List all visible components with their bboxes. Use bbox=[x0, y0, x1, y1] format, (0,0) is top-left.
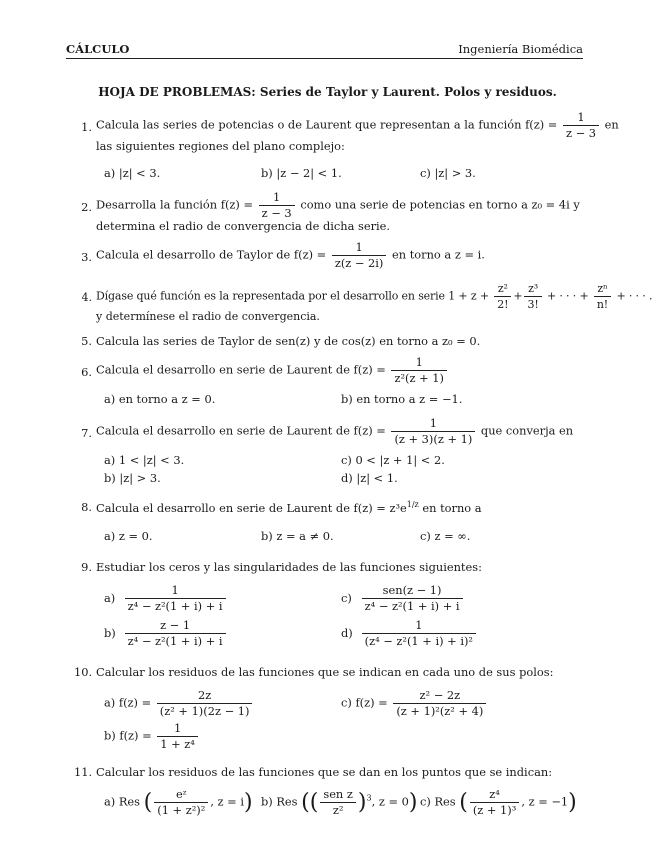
course-title: CÁLCULO bbox=[66, 42, 130, 56]
denominator: z − 3 bbox=[259, 205, 295, 221]
numerator: z² − 2z bbox=[419, 688, 461, 702]
problem-statement bbox=[96, 500, 583, 515]
problem-number: 2. bbox=[81, 200, 92, 214]
problem-number: 5. bbox=[81, 334, 92, 348]
option-label: a) bbox=[104, 590, 116, 605]
option-a bbox=[104, 688, 254, 719]
left-paren: ( bbox=[301, 790, 310, 815]
sheet-title: HOJA DE PROBLEMAS: Series de Taylor y Laurent. Polos y residuos. bbox=[98, 85, 557, 99]
statement-text: Dígase qué función es la representada por el desarrollo en serie 1 + z + bbox=[96, 289, 489, 303]
problem-statement bbox=[96, 416, 583, 447]
residue-point: , z = i bbox=[210, 794, 244, 809]
problem-statement bbox=[96, 110, 619, 141]
statement-line2: determina el radio de convergencia de dicha serie. bbox=[96, 219, 391, 233]
problem-number: 1. bbox=[81, 120, 92, 134]
problem-2 bbox=[74, 190, 583, 234]
numerator: z − 1 bbox=[160, 618, 191, 632]
fraction bbox=[332, 240, 387, 271]
fraction bbox=[470, 787, 520, 818]
left-paren: ( bbox=[143, 790, 153, 815]
numerator: sen z bbox=[323, 787, 353, 801]
numerator: sen(z − 1) bbox=[382, 583, 442, 597]
statement-tail: como una serie de potencias en torno a z₀ = 4i y bbox=[300, 197, 580, 212]
problem-8 bbox=[74, 500, 583, 520]
fraction bbox=[594, 281, 611, 312]
statement-text: Desarrolla la función f(z) = bbox=[96, 197, 254, 212]
numerator: 1 bbox=[173, 721, 182, 735]
right-paren: ) bbox=[243, 790, 253, 815]
option-b: b) |z − 2| < 1. bbox=[261, 166, 342, 180]
option-label: a) f(z) = bbox=[104, 695, 152, 710]
option-c bbox=[420, 787, 577, 818]
inner-left-paren: ( bbox=[309, 790, 319, 815]
statement-text: Calcula el desarrollo en serie de Laurent de f(z) = z³e bbox=[96, 500, 407, 515]
numerator: eᶻ bbox=[176, 787, 187, 801]
option-label: b) f(z) = bbox=[104, 728, 152, 743]
problem-number: 7. bbox=[81, 426, 92, 440]
problem-7 bbox=[74, 416, 583, 448]
denominator: (z⁴ − z²(1 + i) + i)² bbox=[362, 633, 476, 649]
numerator: 2z bbox=[197, 688, 212, 702]
problem-number: 10. bbox=[74, 665, 93, 679]
denominator: z²(z + 1) bbox=[391, 370, 447, 386]
problem-11 bbox=[74, 765, 583, 781]
statement-tail: en bbox=[604, 117, 619, 132]
fraction bbox=[125, 583, 226, 614]
problem-5 bbox=[74, 334, 583, 350]
option-d bbox=[341, 618, 478, 649]
denominator: z⁴ − z²(1 + i) + i bbox=[125, 633, 226, 649]
degree-name: Ingeniería Biomédica bbox=[458, 42, 583, 56]
option-label: b) Res bbox=[261, 794, 298, 809]
option-b: b) |z| > 3. bbox=[104, 471, 161, 485]
right-paren: ) bbox=[568, 790, 577, 815]
denominator: (z + 1)²(z² + 4) bbox=[393, 703, 486, 719]
problem-number: 11. bbox=[74, 765, 93, 779]
option-label: c) f(z) = bbox=[341, 695, 388, 710]
statement-text: Calcula el desarrollo en serie de Laurent de f(z) = bbox=[96, 362, 386, 377]
option-d: d) |z| < 1. bbox=[341, 471, 398, 485]
statement-text: Calcula el desarrollo en serie de Laurent de f(z) = bbox=[96, 423, 386, 438]
option-c: c) z = ∞. bbox=[420, 529, 471, 543]
numerator: 1 bbox=[273, 190, 281, 204]
numerator: 1 bbox=[429, 416, 437, 430]
denominator: z⁴ − z²(1 + i) + i bbox=[125, 598, 226, 614]
numerator: zⁿ bbox=[597, 282, 608, 295]
option-c bbox=[341, 688, 488, 719]
option-label: d) bbox=[341, 625, 353, 640]
denominator: (z + 1)³ bbox=[470, 802, 520, 818]
denominator: (z² + 1)(2z − 1) bbox=[157, 703, 253, 719]
option-b: b) en torno a z = −1. bbox=[341, 392, 463, 406]
left-paren: ( bbox=[459, 790, 468, 815]
problem-statement: Calcular los residuos de las funciones que se indican en cada uno de sus polos: bbox=[96, 665, 554, 679]
problem-9 bbox=[74, 560, 583, 576]
problem-statement bbox=[96, 355, 583, 386]
fraction bbox=[362, 583, 463, 614]
numerator: z² bbox=[497, 282, 508, 295]
fraction bbox=[157, 688, 253, 719]
residue-point: , z = −1 bbox=[521, 794, 569, 809]
fraction bbox=[157, 721, 198, 752]
problem-10 bbox=[74, 665, 583, 681]
problem-statement: Dígase qué función es la representada por el desarrollo en serie 1 + z + $\frac{\text{z²}}{2!}$ + $\frac{\text{z³}}{3!}$ + · · · + $\frac{\text{zⁿ}}{n!}$ + · · · . bbox=[96, 282, 653, 311]
fraction bbox=[524, 281, 541, 312]
denominator: 3! bbox=[524, 296, 541, 312]
option-b: b) z = a ≠ 0. bbox=[261, 529, 334, 543]
residue-point: , z = 0 bbox=[371, 794, 409, 809]
option-c bbox=[341, 583, 465, 614]
option-a bbox=[104, 787, 253, 818]
option-a bbox=[104, 583, 228, 614]
option-a: a) en torno a z = 0. bbox=[104, 392, 216, 406]
numerator: 1 bbox=[415, 618, 423, 632]
header-rule bbox=[66, 58, 583, 59]
denominator: 2! bbox=[494, 296, 511, 312]
statement-line2: y determínese el radio de convergencia. bbox=[96, 310, 320, 323]
option-a: a) 1 < |z| < 3. bbox=[104, 453, 185, 467]
option-label: c) Res bbox=[420, 794, 456, 809]
statement-tail: en torno a z = i. bbox=[392, 247, 485, 262]
option-a: a) z = 0. bbox=[104, 529, 153, 543]
numerator: z³ bbox=[528, 282, 538, 295]
numerator: 1 bbox=[415, 355, 423, 369]
problem-statement: Calcula las series de Taylor de sen(z) y de cos(z) en torno a z₀ = 0. bbox=[96, 334, 481, 348]
fraction bbox=[563, 110, 599, 141]
statement-text: Calcula las series de potencias o de Laurent que representan a la función f(z) = bbox=[96, 117, 558, 132]
option-a: a) |z| < 3. bbox=[104, 166, 161, 180]
exponent: 1/z bbox=[406, 500, 419, 509]
problem-number: 3. bbox=[81, 250, 92, 264]
denominator: z(z − 2i) bbox=[332, 255, 387, 271]
problem-number: 4. bbox=[81, 291, 92, 304]
numerator: 1 bbox=[355, 240, 363, 254]
numerator: z⁴ bbox=[489, 787, 500, 801]
statement-tail: que converja en bbox=[480, 423, 574, 438]
option-b bbox=[261, 787, 417, 818]
denominator: 1 + z⁴ bbox=[157, 736, 198, 752]
right-paren: ) bbox=[408, 790, 418, 815]
fraction bbox=[391, 355, 447, 386]
denominator: n! bbox=[594, 296, 611, 312]
fraction bbox=[320, 787, 356, 818]
page-header bbox=[66, 42, 583, 58]
fraction bbox=[259, 190, 295, 221]
fraction bbox=[393, 688, 486, 719]
fraction bbox=[391, 416, 475, 447]
option-b bbox=[104, 618, 228, 649]
statement-tail: en torno a bbox=[422, 500, 482, 515]
fraction bbox=[125, 618, 226, 649]
fraction bbox=[362, 618, 476, 649]
option-b bbox=[104, 721, 200, 752]
problem-statement: Estudiar los ceros y las singularidades de las funciones siguientes: bbox=[96, 560, 482, 574]
statement-text: Calcula el desarrollo de Taylor de f(z) = bbox=[96, 247, 327, 262]
problem-6 bbox=[74, 355, 583, 387]
problem-number: 6. bbox=[81, 365, 92, 379]
problem-number: 9. bbox=[81, 560, 92, 574]
option-label: c) bbox=[341, 590, 352, 605]
series-dots: + · · · + bbox=[546, 289, 589, 303]
statement-line2: las siguientes regiones del plano complejo: bbox=[96, 139, 345, 153]
option-label: a) Res bbox=[104, 794, 141, 809]
denominator: z⁴ − z²(1 + i) + i bbox=[362, 598, 463, 614]
problem-1 bbox=[74, 110, 619, 160]
fraction bbox=[154, 787, 208, 818]
denominator: z² bbox=[320, 802, 356, 818]
fraction bbox=[494, 281, 511, 312]
problem-3 bbox=[74, 240, 583, 272]
inner-right-paren: ) bbox=[357, 790, 367, 815]
problem-statement: Calcular los residuos de las funciones que se dan en los puntos que se indican: bbox=[96, 765, 553, 779]
denominator: (1 + z²)² bbox=[154, 802, 208, 818]
statement-tail: + · · · . bbox=[616, 289, 653, 303]
option-label: b) bbox=[104, 625, 116, 640]
denominator: z − 3 bbox=[563, 125, 599, 141]
numerator: 1 bbox=[171, 583, 179, 597]
numerator: 1 bbox=[577, 110, 585, 124]
problem-statement bbox=[96, 190, 583, 221]
option-c: c) |z| > 3. bbox=[420, 166, 476, 180]
problem-number: 8. bbox=[81, 500, 92, 514]
denominator: (z + 3)(z + 1) bbox=[391, 431, 475, 447]
option-c: c) 0 < |z + 1| < 2. bbox=[341, 453, 445, 467]
problem-statement bbox=[96, 240, 583, 271]
power-exponent: 3 bbox=[366, 793, 372, 803]
problem-4 bbox=[74, 281, 653, 325]
